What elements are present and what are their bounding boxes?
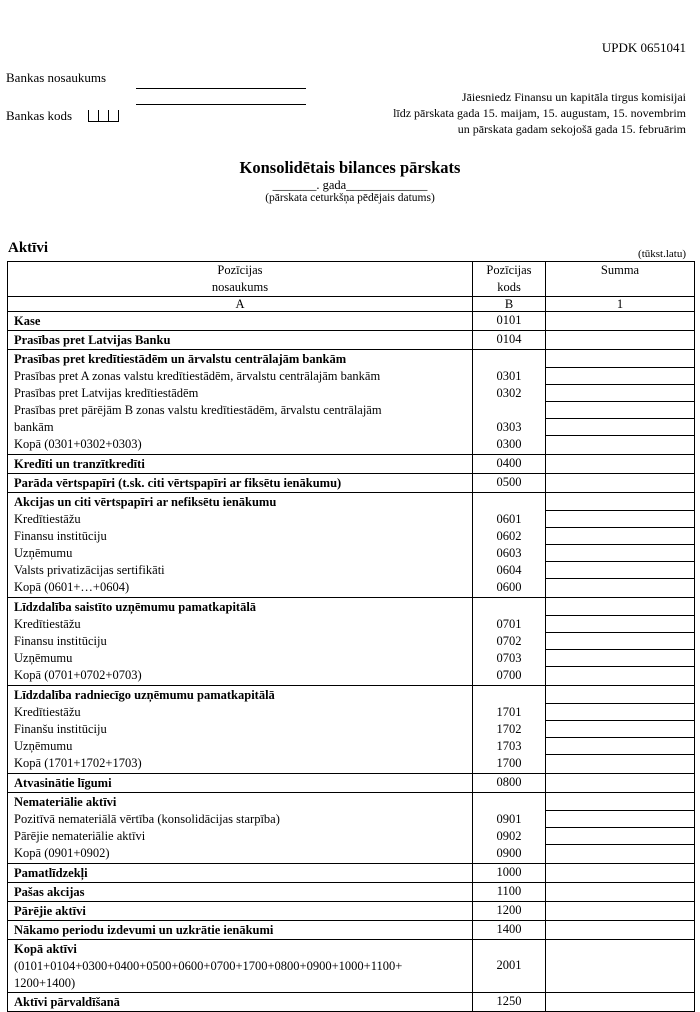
item-label: Uzņēmumu	[14, 739, 73, 753]
table-row	[8, 921, 695, 940]
item-label: Pamatlīdzekļi	[14, 866, 88, 880]
sum-input[interactable]	[546, 562, 694, 579]
item-code-value: 0400	[496, 456, 522, 470]
item-label: Prasības pret pārējām B zonas valstu kredītiestādēm, ārvalstu centrālajām	[14, 403, 382, 417]
item-name	[8, 774, 473, 793]
item-code-value	[473, 599, 545, 616]
sum-input[interactable]	[546, 456, 694, 473]
item-label: Pašas akcijas	[14, 885, 85, 899]
header-sum: Summa	[546, 262, 695, 297]
header-name: Pozīcijas nosaukums	[8, 262, 473, 297]
item-code-value: 0302	[496, 386, 522, 400]
table-row	[8, 686, 695, 774]
letter-b: B	[473, 297, 546, 312]
item-sum	[546, 686, 695, 774]
item-name	[8, 686, 473, 774]
item-code-value: 0902	[496, 829, 522, 843]
sum-input[interactable]	[546, 545, 694, 562]
table-header	[8, 262, 695, 297]
table-row	[8, 474, 695, 493]
item-code	[473, 921, 546, 940]
item-label: Kase	[14, 314, 41, 328]
item-label: (0101+0104+0300+0400+0500+0600+0700+1700+0800+0900+1000+1100+	[14, 959, 403, 973]
sum-input[interactable]	[546, 368, 694, 385]
sum-input[interactable]	[546, 994, 694, 1011]
item-code-value	[473, 402, 545, 419]
item-label: Finansu institūciju	[14, 529, 107, 543]
item-name	[8, 793, 473, 864]
sum-input[interactable]	[546, 704, 694, 721]
table-row	[8, 940, 695, 993]
sum-input[interactable]	[546, 884, 694, 901]
item-label: Uzņēmumu	[14, 546, 73, 560]
sum-input[interactable]	[546, 475, 694, 492]
item-code-value: 1000	[496, 865, 522, 879]
item-label: Finansu institūciju	[14, 634, 107, 648]
table-letter-row	[8, 297, 695, 312]
item-code	[473, 793, 546, 864]
item-sum	[546, 774, 695, 793]
sum-input[interactable]	[546, 922, 694, 939]
item-name	[8, 312, 473, 331]
item-name	[8, 493, 473, 598]
sum-input[interactable]	[546, 755, 694, 772]
item-code-value: 0601	[496, 512, 522, 526]
sum-input[interactable]	[546, 579, 694, 596]
item-code	[473, 331, 546, 350]
item-code-value: 1400	[496, 922, 522, 936]
sum-input	[546, 794, 694, 811]
submission-note-line: un pārskata gadam sekojošā gada 15. februārim	[457, 122, 686, 136]
sum-input[interactable]	[546, 845, 694, 862]
sum-input[interactable]	[546, 313, 694, 330]
item-code-value: 1700	[496, 756, 522, 770]
item-label: Valsts privatizācijas sertifikāti	[14, 563, 165, 577]
item-code-value: 0600	[496, 580, 522, 594]
table-row	[8, 350, 695, 455]
item-code	[473, 940, 546, 993]
item-code	[473, 598, 546, 686]
item-label: Uzņēmumu	[14, 651, 73, 665]
sum-input	[546, 494, 694, 511]
sum-input[interactable]	[546, 865, 694, 882]
item-label: Kopā (0901+0902)	[14, 846, 110, 860]
item-code	[473, 993, 546, 1012]
item-code	[473, 686, 546, 774]
item-sum	[546, 993, 695, 1012]
sum-input	[546, 599, 694, 616]
sum-input[interactable]	[546, 667, 694, 684]
item-code	[473, 864, 546, 883]
sum-input	[546, 351, 694, 368]
sum-input[interactable]	[546, 903, 694, 920]
item-code-value: 0800	[496, 775, 522, 789]
item-code	[473, 474, 546, 493]
table-row	[8, 993, 695, 1012]
item-sum	[546, 902, 695, 921]
sum-input[interactable]	[546, 511, 694, 528]
item-label: Atvasinātie līgumi	[14, 776, 112, 790]
item-sum	[546, 921, 695, 940]
item-label: Akcijas un citi vērtspapīri ar nefiksētu ienākumu	[14, 495, 277, 509]
item-sum	[546, 455, 695, 474]
header-code: Pozīcijas kods	[473, 262, 546, 297]
item-code-value: 0301	[496, 369, 522, 383]
item-code-value: 0104	[496, 332, 522, 346]
item-label: Kredītiestāžu	[14, 617, 81, 631]
item-name	[8, 350, 473, 455]
item-sum	[546, 940, 695, 993]
sum-input[interactable]	[546, 419, 694, 436]
item-code-value: 0603	[496, 546, 522, 560]
bank-code-label: Bankas kods	[6, 108, 73, 123]
item-sum	[546, 350, 695, 455]
bank-code-field[interactable]	[88, 110, 119, 122]
item-sum	[546, 793, 695, 864]
item-label: Kredīti un tranzītkredīti	[14, 457, 145, 471]
item-code-value: 1250	[496, 994, 522, 1008]
item-code	[473, 493, 546, 598]
item-label: Prasības pret Latvijas Banku	[14, 333, 171, 347]
unit-label: (tūkst.latu)	[638, 248, 686, 260]
item-code-value: 0901	[496, 812, 522, 826]
sum-input[interactable]	[546, 721, 694, 738]
item-label: bankām	[14, 420, 54, 434]
item-code-value: 0700	[496, 668, 522, 682]
item-code-value: 0703	[496, 651, 522, 665]
item-code-value: 0602	[496, 529, 522, 543]
item-label: Kopā (0701+0702+0703)	[14, 668, 142, 682]
item-label: Pārējie aktīvi	[14, 904, 86, 918]
table-row	[8, 793, 695, 864]
sum-input[interactable]	[546, 528, 694, 545]
item-code-value: 0303	[496, 420, 522, 434]
sum-input[interactable]	[546, 616, 694, 633]
item-label: Pārējie nemateriālie aktīvi	[14, 829, 146, 843]
item-sum	[546, 864, 695, 883]
item-name	[8, 598, 473, 686]
item-code-value: 1702	[496, 722, 522, 736]
item-label: Finanšu institūciju	[14, 722, 107, 736]
item-label: Kredītiestāžu	[14, 512, 81, 526]
item-label: Aktīvi pārvaldīšanā	[14, 995, 120, 1009]
item-label: Kopā (0601+…+0604)	[14, 580, 130, 594]
item-code	[473, 883, 546, 902]
item-name	[8, 902, 473, 921]
sum-input[interactable]	[546, 633, 694, 650]
item-code	[473, 774, 546, 793]
separator-line	[136, 104, 306, 105]
item-sum	[546, 331, 695, 350]
item-name	[8, 921, 473, 940]
item-label: Kopā aktīvi	[14, 942, 77, 956]
item-code-value: 1701	[496, 705, 522, 719]
item-label: Pozitīvā nemateriālā vērtība (konsolidācijas starpība)	[14, 812, 280, 826]
item-name	[8, 864, 473, 883]
item-label: Kopā (1701+1702+1703)	[14, 756, 142, 770]
item-label: Kredītiestāžu	[14, 705, 81, 719]
sum-input[interactable]	[546, 941, 694, 992]
item-label: Prasības pret kredītiestādēm un ārvalstu centrālajām bankām	[14, 352, 347, 366]
table-row	[8, 774, 695, 793]
item-code-value: 1200	[496, 903, 522, 917]
item-code	[473, 902, 546, 921]
form-code: UPDK 0651041	[601, 40, 686, 55]
item-name	[8, 474, 473, 493]
item-sum	[546, 883, 695, 902]
sum-input[interactable]	[546, 738, 694, 755]
item-sum	[546, 598, 695, 686]
submission-note-line: Jāiesniedz Finansu un kapitāla tirgus komisijai	[461, 90, 686, 104]
table-row	[8, 902, 695, 921]
table-row	[8, 312, 695, 331]
item-label: Kopā (0301+0302+0303)	[14, 437, 142, 451]
item-code-value: 0701	[496, 617, 522, 631]
sum-input[interactable]	[546, 650, 694, 667]
item-name	[8, 455, 473, 474]
item-code-value: 0604	[496, 563, 522, 577]
item-name	[8, 331, 473, 350]
item-sum	[546, 474, 695, 493]
item-code-value: 0500	[496, 475, 522, 489]
item-label: Līdzdalība radniecīgo uzņēmumu pamatkapitālā	[14, 688, 275, 702]
item-code-value	[473, 494, 545, 511]
item-label: Prasības pret Latvijas kredītiestādēm	[14, 386, 199, 400]
sum-input	[546, 402, 694, 419]
item-code	[473, 350, 546, 455]
year-field[interactable]: _______. gada_____________	[272, 178, 428, 192]
sum-input[interactable]	[546, 811, 694, 828]
letter-a: A	[8, 297, 473, 312]
page-title: Konsolidētais bilances pārskats	[239, 158, 461, 177]
item-code-value: 0900	[496, 846, 522, 860]
item-code-value: 2001	[496, 958, 522, 972]
item-code-value	[473, 351, 545, 368]
table-row	[8, 331, 695, 350]
item-label: Līdzdalība saistīto uzņēmumu pamatkapitālā	[14, 600, 257, 614]
item-code-value	[473, 687, 545, 704]
sum-input	[546, 687, 694, 704]
item-code-value: 1703	[496, 739, 522, 753]
sum-input[interactable]	[546, 385, 694, 402]
sum-input[interactable]	[546, 775, 694, 792]
item-label: Prasības pret A zonas valstu kredītiestādēm, ārvalstu centrālajām bankām	[14, 369, 381, 383]
submission-note	[393, 89, 686, 137]
table-row	[8, 493, 695, 598]
table-row	[8, 883, 695, 902]
item-code-value: 0101	[496, 313, 522, 327]
sum-input[interactable]	[546, 828, 694, 845]
year-caption: (pārskata ceturkšņa pēdējais datums)	[265, 192, 435, 204]
sum-input[interactable]	[546, 332, 694, 349]
item-code	[473, 455, 546, 474]
item-name	[8, 883, 473, 902]
item-code-value: 0300	[496, 437, 522, 451]
item-label: Nemateriālie aktīvi	[14, 795, 117, 809]
table-row	[8, 598, 695, 686]
item-name	[8, 940, 473, 993]
section-title: Aktīvi	[8, 240, 49, 256]
bank-name-label: Bankas nosaukums	[6, 70, 107, 85]
letter-1: 1	[546, 297, 695, 312]
bank-name-field[interactable]	[136, 88, 306, 89]
submission-note-line: līdz pārskata gada 15. maijam, 15. augustam, 15. novembrim	[393, 106, 686, 120]
item-name	[8, 993, 473, 1012]
item-sum	[546, 493, 695, 598]
item-sum	[546, 312, 695, 331]
item-label: Parāda vērtspapīri (t.sk. citi vērtspapīri ar fiksētu ienākumu)	[14, 476, 342, 490]
item-code-value: 0702	[496, 634, 522, 648]
item-code	[473, 312, 546, 331]
balance-table	[7, 261, 695, 1012]
item-label: 1200+1400)	[14, 976, 76, 990]
item-label: Nākamo periodu izdevumi un uzkrātie ienākumi	[14, 923, 274, 937]
table-row	[8, 455, 695, 474]
sum-input[interactable]	[546, 436, 694, 453]
item-code-value	[473, 794, 545, 811]
table-row	[8, 864, 695, 883]
item-code-value: 1100	[496, 884, 522, 898]
